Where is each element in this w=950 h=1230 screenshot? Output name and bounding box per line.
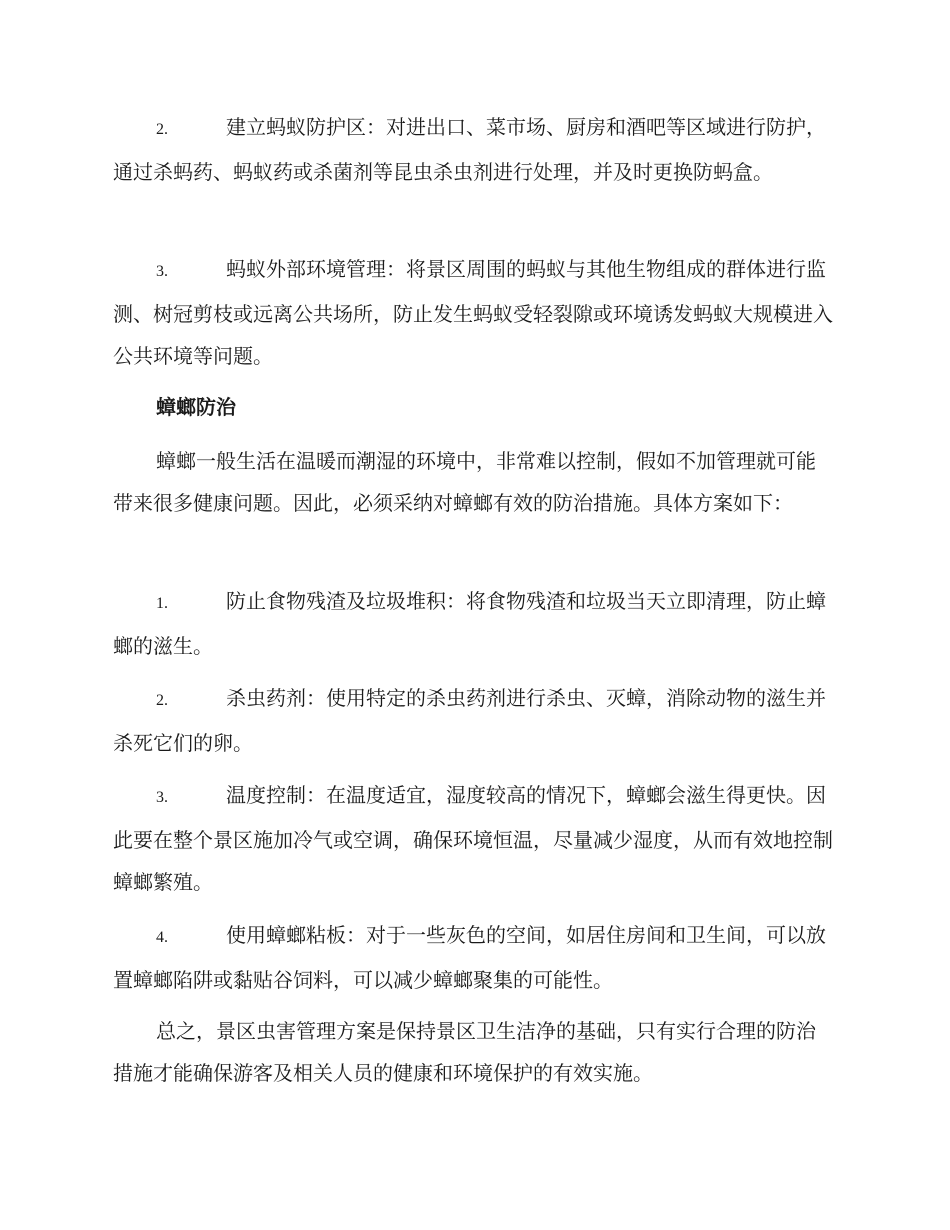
list-item — [113, 914, 833, 1001]
list-number: 3. — [156, 789, 168, 806]
list-number: 1. — [156, 595, 168, 612]
list-number: 4. — [156, 929, 168, 946]
list-number: 2. — [156, 692, 168, 709]
list-item — [113, 248, 833, 377]
list-text: 防止食物残渣及垃圾堆积：将食物残渣和垃圾当天立即清理，防止蟑螂的滋生。 — [113, 589, 826, 658]
list-text: 杀虫药剂：使用特定的杀虫药剂进行杀虫、灭蟑，消除动物的滋生并杀死它们的卵。 — [113, 686, 826, 755]
list-text: 蚂蚁外部环境管理：将景区周围的蚂蚁与其他生物组成的群体进行监测、树冠剪枝或远离公共场所，防止发生蚂蚁受轻裂隙或环境诱发蚂蚁大规模进入公共环境等问题。 — [113, 257, 833, 368]
list-item — [113, 774, 833, 903]
list-text: 建立蚂蚁防护区：对进出口、菜市场、厨房和酒吧等区域进行防护，通过杀蚂药、蚂蚁药或杀菌剂等昆虫杀虫剂进行处理，并及时更换防蚂盒。 — [113, 115, 826, 184]
conclusion-paragraph: 总之，景区虫害管理方案是保持景区卫生洁净的基础，只有实行合理的防治措施才能确保游客及相关人员的健康和环境保护的有效实施。 — [113, 1019, 816, 1085]
list-item — [113, 677, 833, 764]
list-text: 温度控制：在温度适宜，湿度较高的情况下，蟑螂会滋生得更快。因此要在整个景区施加冷气或空调，确保环境恒温，尽量减少湿度，从而有效地控制蟑螂繁殖。 — [113, 783, 833, 894]
list-item — [113, 106, 833, 193]
list-item — [113, 580, 833, 667]
section-heading: 蟑螂防治 — [156, 395, 236, 419]
intro-paragraph: 蟑螂一般生活在温暖而潮湿的环境中，非常难以控制，假如不加管理就可能带来很多健康问题。因此，必须采纳对蟑螂有效的防治措施。具体方案如下： — [113, 449, 816, 515]
list-text: 使用蟑螂粘板：对于一些灰色的空间，如居住房间和卫生间，可以放置蟑螂陷阱或黏贴谷饲料，可以减少蟑螂聚集的可能性。 — [113, 923, 826, 992]
list-number: 3. — [156, 263, 168, 280]
list-number: 2. — [156, 121, 168, 138]
